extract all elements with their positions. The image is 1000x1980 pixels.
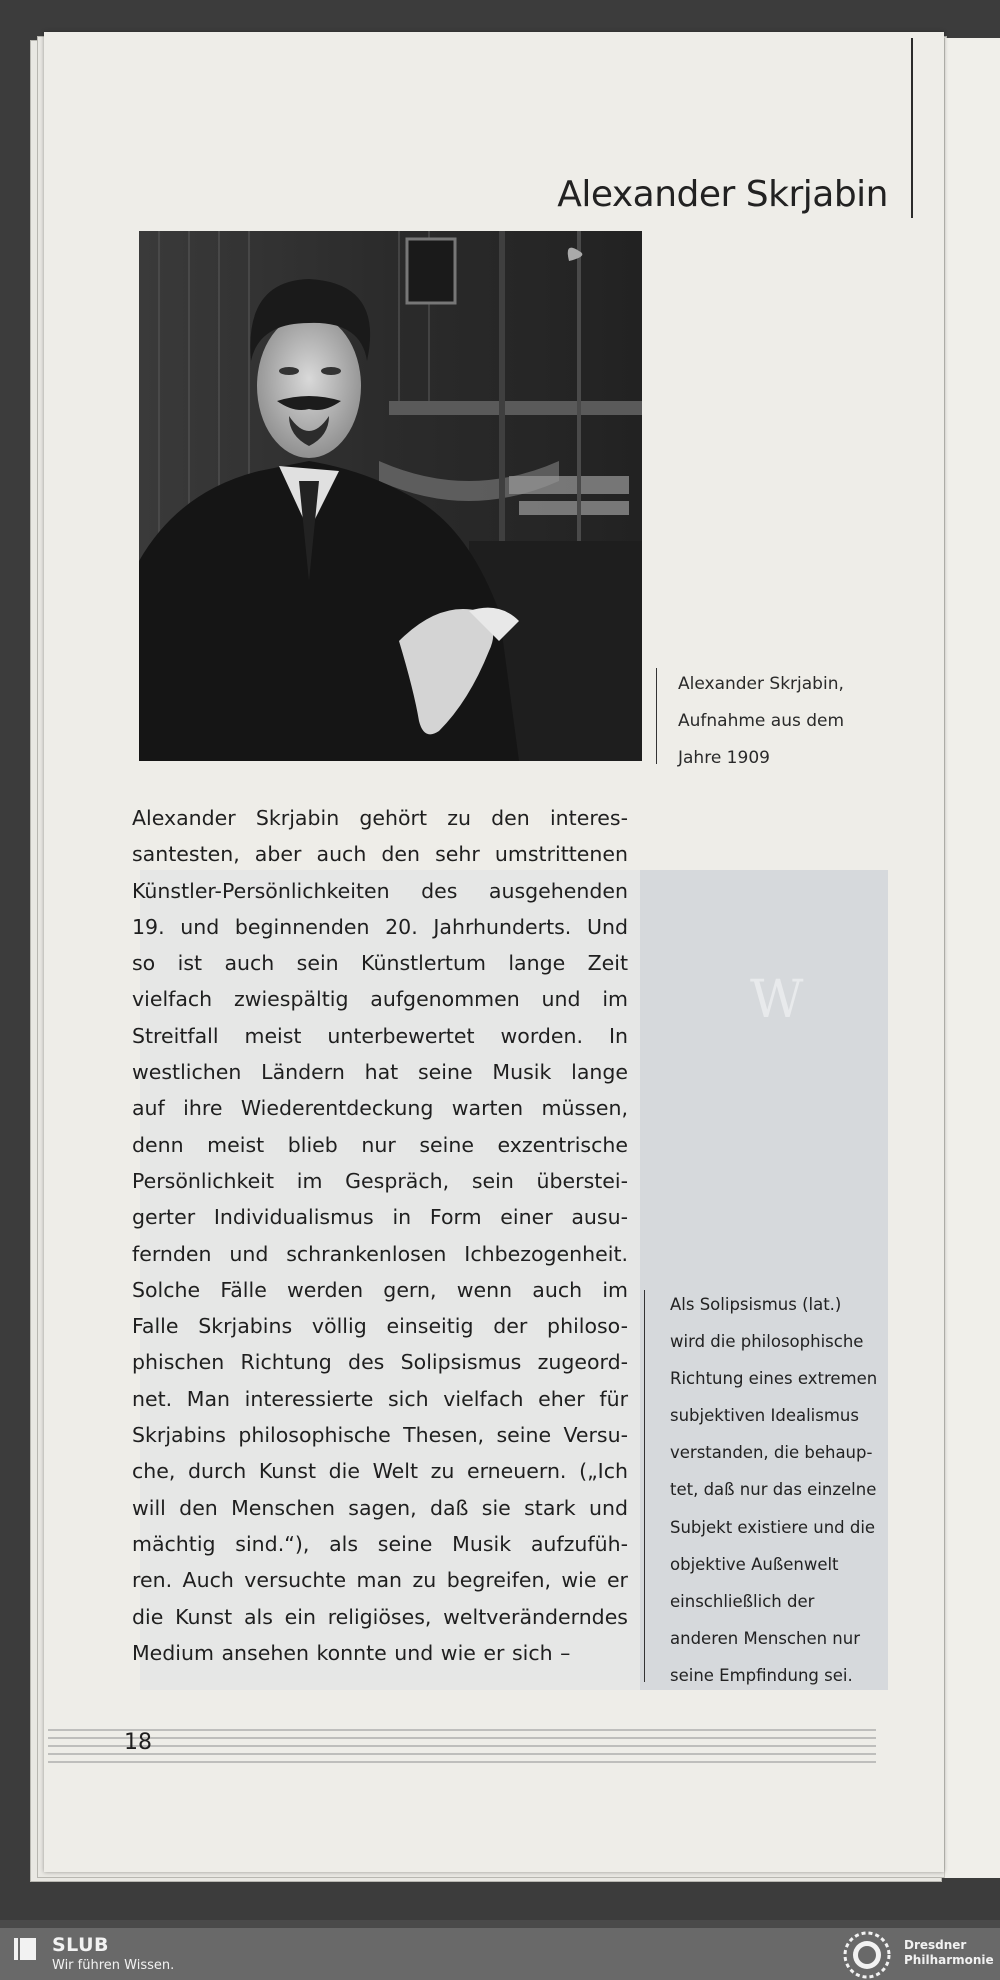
body-line: phischen Richtung des Solipsismus zugeord- xyxy=(132,1350,628,1375)
side-note-rule xyxy=(644,1290,645,1682)
sunburst-circle-icon xyxy=(842,1930,892,1980)
show-through-text: W xyxy=(750,970,804,1030)
partner-name xyxy=(904,1938,994,1968)
body-line: net. Man interessierte sich vielfach eher für xyxy=(132,1386,628,1411)
side-note-line: wird die philosophische xyxy=(670,1332,864,1352)
side-note xyxy=(670,1286,892,1694)
caption-line: Alexander Skrjabin, xyxy=(678,674,844,694)
body-line: gerter Individualismus in Form einer ausu- xyxy=(132,1205,628,1230)
side-note-line: Subjekt existiere und die xyxy=(670,1517,876,1537)
body-line: so ist auch sein Künstlertum lange Zeit xyxy=(132,951,628,976)
body-line: mächtig sind.“), als seine Musik aufzufüh- xyxy=(132,1531,628,1556)
footer-bar xyxy=(0,1928,1000,1980)
body-line: 19. und beginnenden 20. Jahrhunderts. Und xyxy=(132,914,628,939)
body-line: fernden und schrankenlosen Ichbezogenheit. xyxy=(132,1241,628,1266)
partner-name-line: Philharmonie xyxy=(904,1953,994,1967)
side-note-line: Richtung eines extremen xyxy=(670,1369,878,1389)
side-note-line: einschließlich der xyxy=(670,1591,815,1611)
article-heading: Alexander Skrjabin xyxy=(557,174,888,215)
body-line: Solche Fälle werden gern, wenn auch im xyxy=(132,1277,628,1302)
side-note-line: Als Solipsismus (lat.) xyxy=(670,1295,842,1314)
slub-tagline: Wir führen Wissen. xyxy=(52,1958,175,1973)
header-rule xyxy=(911,38,913,218)
body-line: Persönlichkeit im Gespräch, sein überstei- xyxy=(132,1168,628,1193)
partner-name-line: Dresdner xyxy=(904,1938,967,1952)
side-note-line: anderen Menschen nur xyxy=(670,1628,860,1648)
article-body xyxy=(132,800,628,1671)
body-line: westlichen Ländern hat seine Musik lange xyxy=(132,1060,628,1085)
body-line: ren. Auch versuchte man zu begreifen, wie er xyxy=(132,1568,628,1593)
body-line: Streitfall meist unterbewertet worden. In xyxy=(132,1023,628,1048)
slub-name: SLUB xyxy=(52,1934,110,1956)
body-line: auf ihre Wiederentdeckung warten müssen, xyxy=(132,1096,628,1121)
side-note-line: tet, daß nur das einzelne xyxy=(670,1480,877,1500)
portrait-illustration xyxy=(139,231,642,761)
body-line: vielfach zwiespältig aufgenommen und im xyxy=(132,987,628,1012)
body-line: santesten, aber auch den sehr umstrittenen xyxy=(132,842,628,867)
book-page-icon xyxy=(14,1938,36,1960)
body-line: Skrjabins philosophische Thesen, seine Versu- xyxy=(132,1423,628,1448)
body-line: Alexander Skrjabin gehört zu den interes- xyxy=(132,806,628,830)
page-number: 18 xyxy=(124,1730,152,1755)
caption-line: Aufnahme aus dem xyxy=(678,711,845,731)
caption-line: Jahre 1909 xyxy=(678,748,770,768)
body-line: Falle Skrjabins völlig einseitig der philoso- xyxy=(132,1314,628,1339)
facing-page-edge xyxy=(944,38,1000,1878)
portrait-photo xyxy=(139,231,642,761)
caption-rule xyxy=(656,668,657,764)
side-note-line: verstanden, die behaup- xyxy=(670,1443,873,1463)
photo-caption xyxy=(678,666,878,777)
body-line: Medium ansehen konnte und wie er sich – xyxy=(132,1640,571,1665)
side-note-line: objektive Außenwelt xyxy=(670,1554,839,1574)
side-note-line: seine Empfindung sei. xyxy=(670,1665,853,1685)
side-note-line: subjektiven Idealismus xyxy=(670,1406,859,1426)
body-line: che, durch Kunst die Welt zu erneuern. („Ich xyxy=(132,1459,628,1484)
body-line: Künstler-Persönlichkeiten des ausgehenden xyxy=(132,878,628,903)
body-line: will den Menschen sagen, daß sie stark und xyxy=(132,1495,628,1520)
body-line: die Kunst als ein religiöses, weltveränderndes xyxy=(132,1604,628,1629)
body-line: denn meist blieb nur seine exzentrische xyxy=(132,1132,628,1157)
music-staff-ornament xyxy=(48,1726,876,1770)
